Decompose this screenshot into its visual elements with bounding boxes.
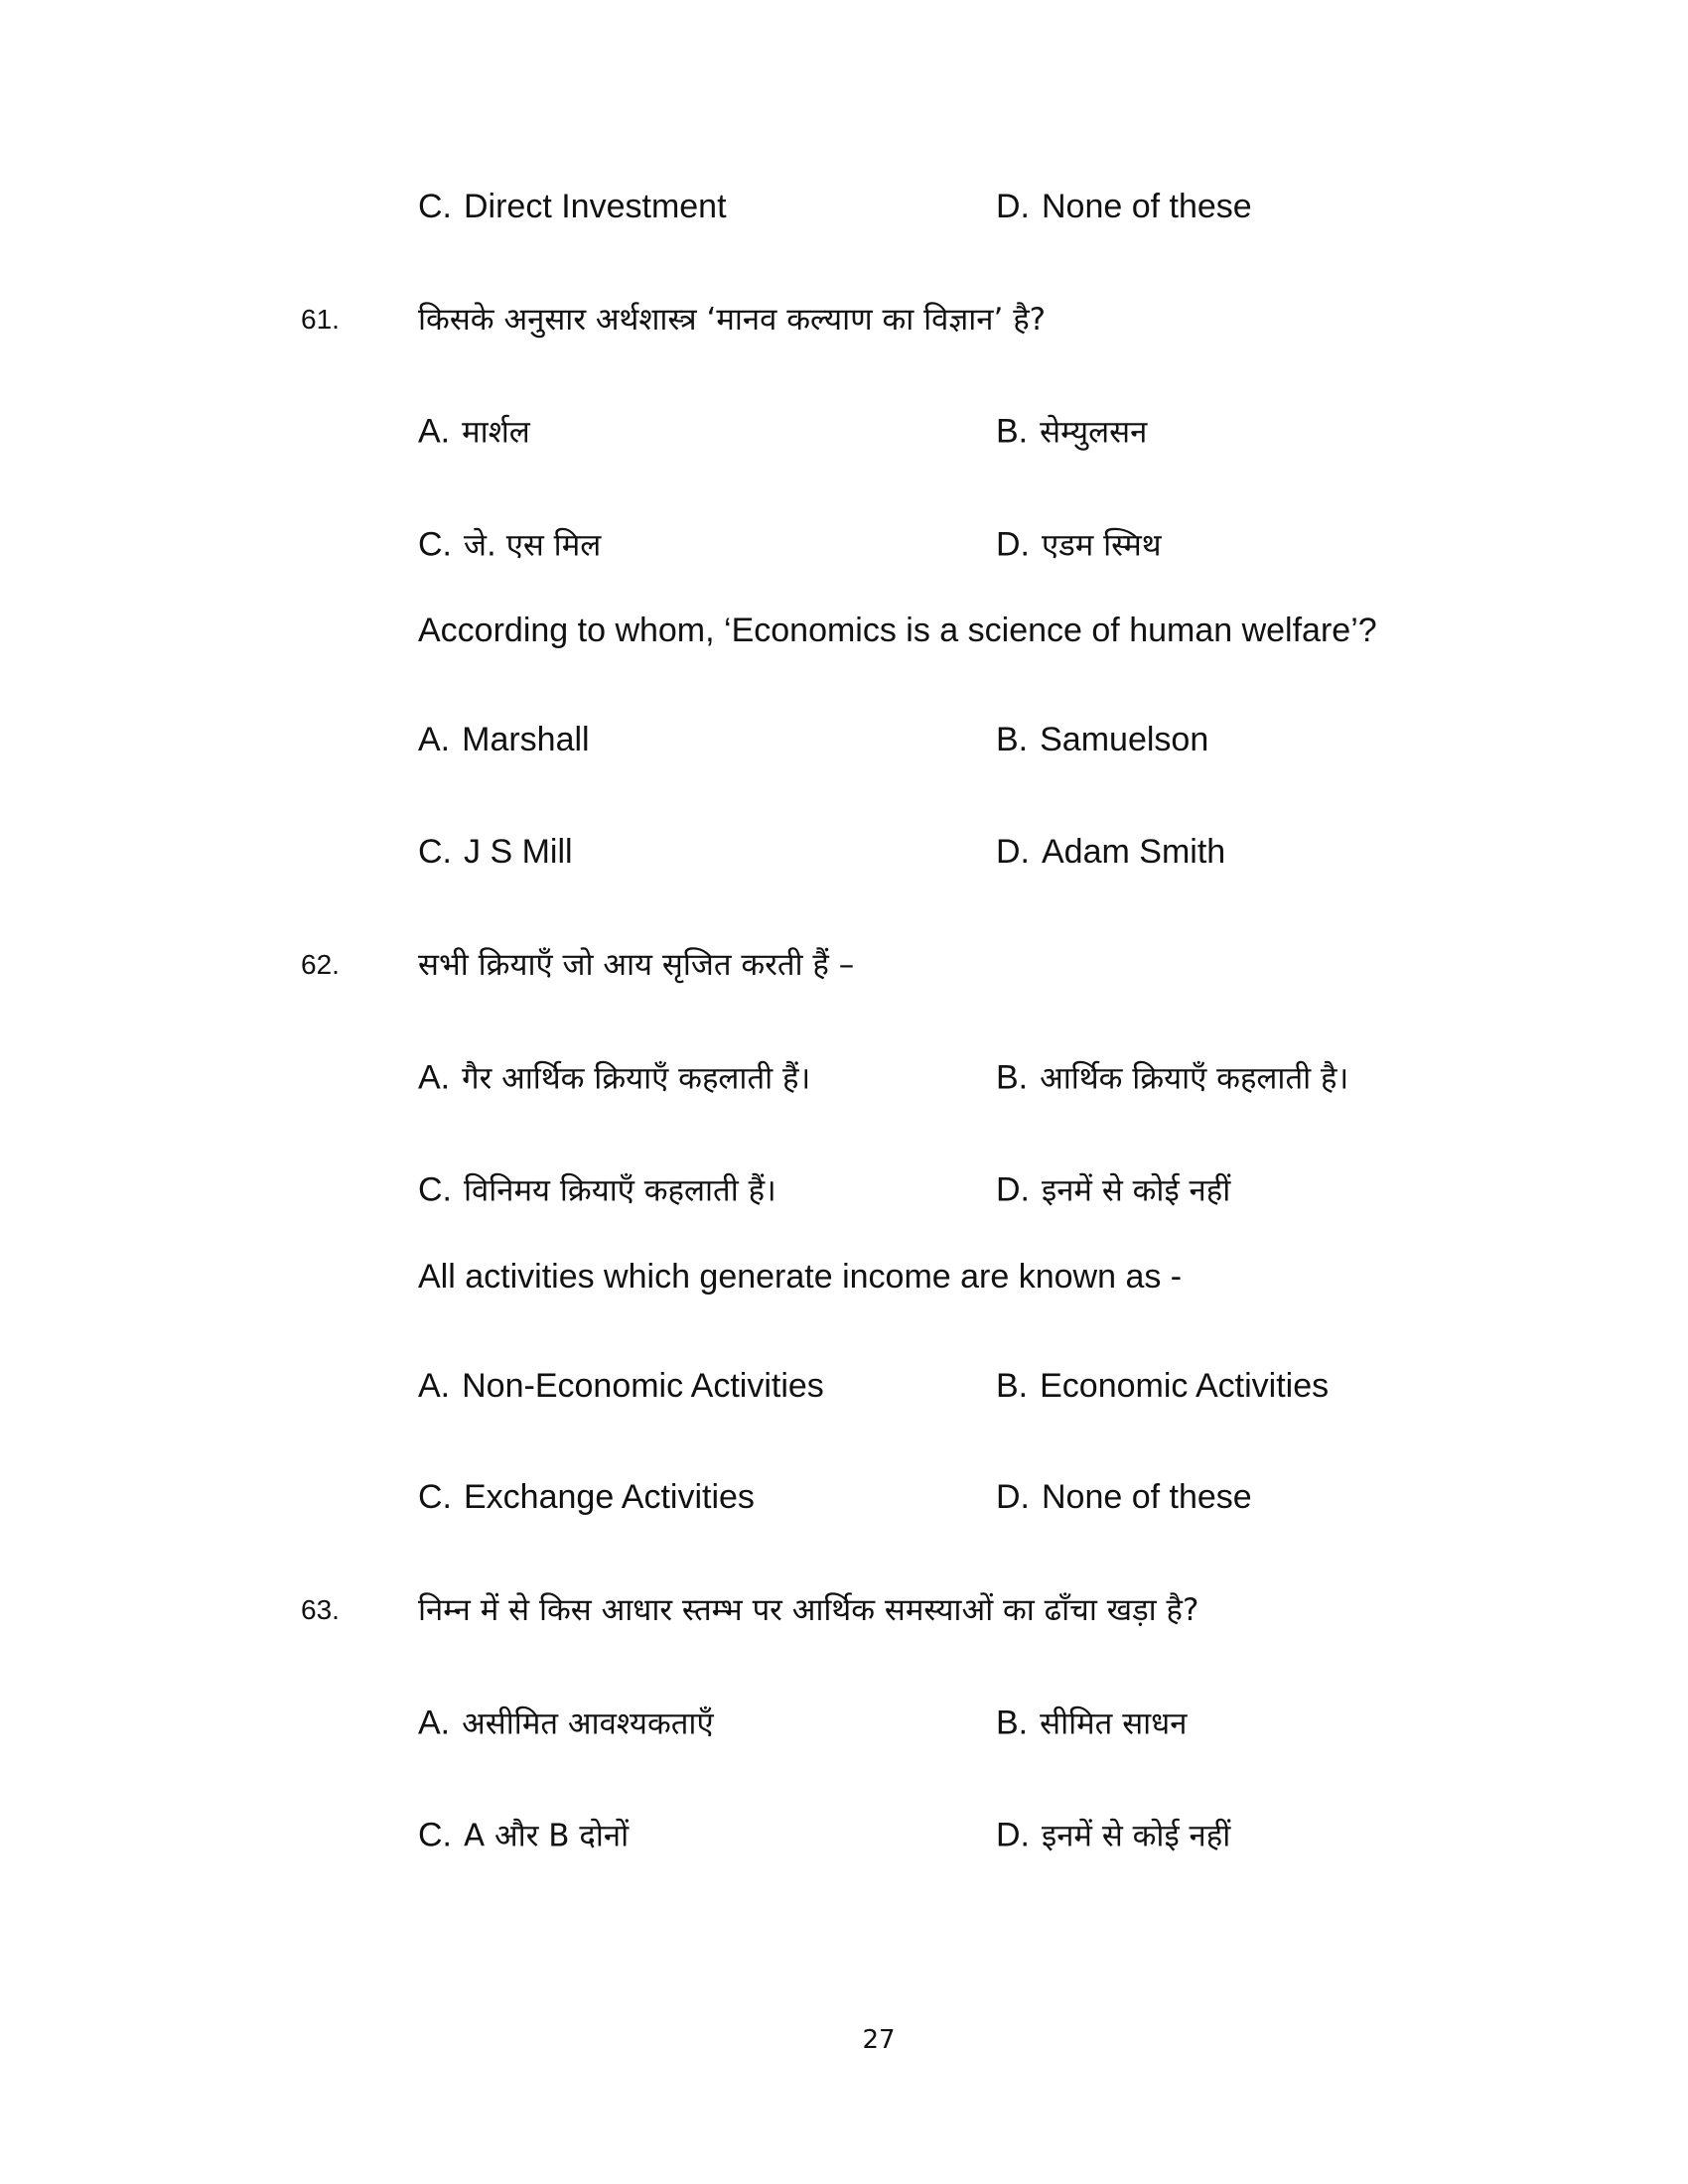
question-61-english: According to whom, ‘Economics is a science of human welfare’? (418, 612, 1377, 649)
question-62-english: All activities which generate income are known as - (418, 1258, 1183, 1296)
page-number: 27 (862, 2025, 896, 2055)
question-62-hindi: सभी क्रियाएँ जो आय सृजित करती हैं – (418, 947, 855, 983)
q61-hindi-option-a: A. मार्शल (418, 412, 530, 451)
question-63-hindi: निम्न में से किस आधार स्तम्भ पर आर्थिक समस्याओं का ढाँचा खड़ा है? (418, 1592, 1199, 1628)
q61-hindi-option-b: B. सेम्युलसन (996, 412, 1148, 451)
q62-english-option-b: B. Economic Activities (996, 1367, 1330, 1405)
question-number-63: 63. (301, 1594, 340, 1625)
q62-hindi-option-b: B. आर्थिक क्रियाएँ कहलाती है। (996, 1058, 1349, 1097)
question-number-62: 62. (301, 949, 340, 980)
q61-hindi-option-d: D. एडम स्मिथ (996, 525, 1162, 564)
q62-hindi-option-d: D. इनमें से कोई नहीं (996, 1170, 1231, 1209)
q62-hindi-option-c: C. विनिमय क्रियाएँ कहलाती हैं। (418, 1170, 776, 1209)
q63-hindi-option-c: C. A और B दोनों (418, 1816, 630, 1854)
q61-english-option-d: D. Adam Smith (996, 833, 1226, 871)
q61-english-option-a: A. Marshall (418, 721, 590, 758)
q63-hindi-option-a: A. असीमित आवश्यकताएँ (418, 1704, 714, 1742)
option-c-prev: C. Direct Investment (418, 188, 727, 225)
q63-hindi-option-b: B. सीमित साधन (996, 1704, 1188, 1742)
q61-english-option-b: B. Samuelson (996, 721, 1209, 758)
question-61-hindi: किसके अनुसार अर्थशास्त्र ‘मानव कल्याण का विज्ञान’ है? (418, 302, 1047, 338)
q62-english-option-d: D. None of these (996, 1478, 1252, 1516)
q63-hindi-option-d: D. इनमें से कोई नहीं (996, 1816, 1231, 1854)
q62-hindi-option-a: A. गैर आर्थिक क्रियाएँ कहलाती हैं। (418, 1058, 811, 1097)
q61-english-option-c: C. J S Mill (418, 833, 573, 871)
question-number-61: 61. (301, 304, 340, 335)
q62-english-option-c: C. Exchange Activities (418, 1478, 755, 1516)
q61-hindi-option-c: C. जे. एस मिल (418, 525, 602, 564)
q62-english-option-a: A. Non-Economic Activities (418, 1367, 824, 1405)
option-d-prev: D. None of these (996, 188, 1252, 225)
